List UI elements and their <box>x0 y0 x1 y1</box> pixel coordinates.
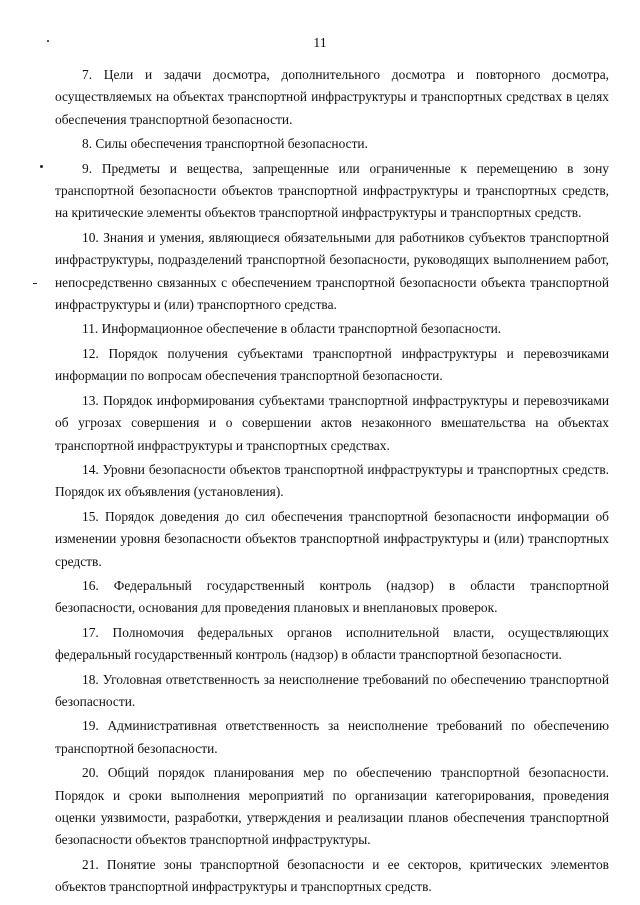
list-item: 13. Порядок информирования субъектами транспортной инфраструктуры и перевозчиками об угрозах совершения и о совершении актов незаконного вмешательства на объектах транспортной инфраструктуры и транспортных средствах. <box>55 392 609 453</box>
list-item: 18. Уголовная ответственность за неисполнение требований по обеспечению транспортной безопасности. <box>55 671 609 709</box>
list-item: 8. Силы обеспечения транспортной безопасности. <box>82 136 368 152</box>
scan-speck <box>47 40 49 42</box>
list-item: 9. Предметы и вещества, запрещенные или ограниченные к перемещению в зону транспортной безопасности объектов транспортной инфраструктуры и транспортных средств, на критические элементы объектов транспортной инфраструктуры и транспортных средств. <box>55 160 609 221</box>
list-item: 17. Полномочия федеральных органов исполнительной власти, осуществляющих федеральный государственный контроль (надзор) в области транспортной безопасности. <box>55 624 609 663</box>
list-item: 16. Федеральный государственный контроль (надзор) в области транспортной безопасности, основания для проведения плановых и внеплановых проверок. <box>55 577 609 616</box>
document-body <box>55 64 609 901</box>
list-item: 10. Знания и умения, являющиеся обязательными для работников субъектов транспортной инфраструктуры, подразделений транспортной безопасности, руководящих выполнением работ, непосредственно связанных с обеспечением транспортной безопасности объекта транспортной инфраструктуры и (или) транспортного средства. <box>55 229 609 313</box>
list-item: 19. Административная ответственность за неисполнение требований по обеспечению транспортной безопасности. <box>55 718 609 756</box>
list-item: 21. Понятие зоны транспортной безопасности и ее секторов, критических элементов объектов транспортной инфраструктуры и транспортных средств. <box>55 856 609 895</box>
list-item: 7. Цели и задачи досмотра, дополнительного досмотра и повторного досмотра, осуществляемых на объектах транспортной инфраструктуры и транспортных средствах в целях обеспечения транспортной безопасности. <box>55 67 609 127</box>
list-item: 20. Общий порядок планирования мер по обеспечению транспортной безопасности. Порядок и сроки выполнения мероприятий по организации категорирования, проведения оценки уязвимости, разработки, утверждения и реализации планов обеспечения транспортной безопасности объектов транспортной инфраструктуры. <box>55 765 609 848</box>
page-number: 11 <box>313 36 327 51</box>
list-item: 15. Порядок доведения до сил обеспечения транспортной безопасности информации об изменении уровня безопасности объектов транспортной инфраструктуры и (или) транспортных средств. <box>55 508 609 569</box>
list-item: 11. Информационное обеспечение в области транспортной безопасности. <box>82 321 502 337</box>
scan-speck <box>33 283 37 284</box>
list-item: 12. Порядок получения субъектами транспортной инфраструктуры и перевозчиками информации по вопросам обеспечения транспортной безопасности. <box>55 345 609 384</box>
scan-speck <box>40 165 43 168</box>
list-item: 14. Уровни безопасности объектов транспортной инфраструктуры и транспортных средств. Порядок их объявления (установления). <box>55 461 609 500</box>
